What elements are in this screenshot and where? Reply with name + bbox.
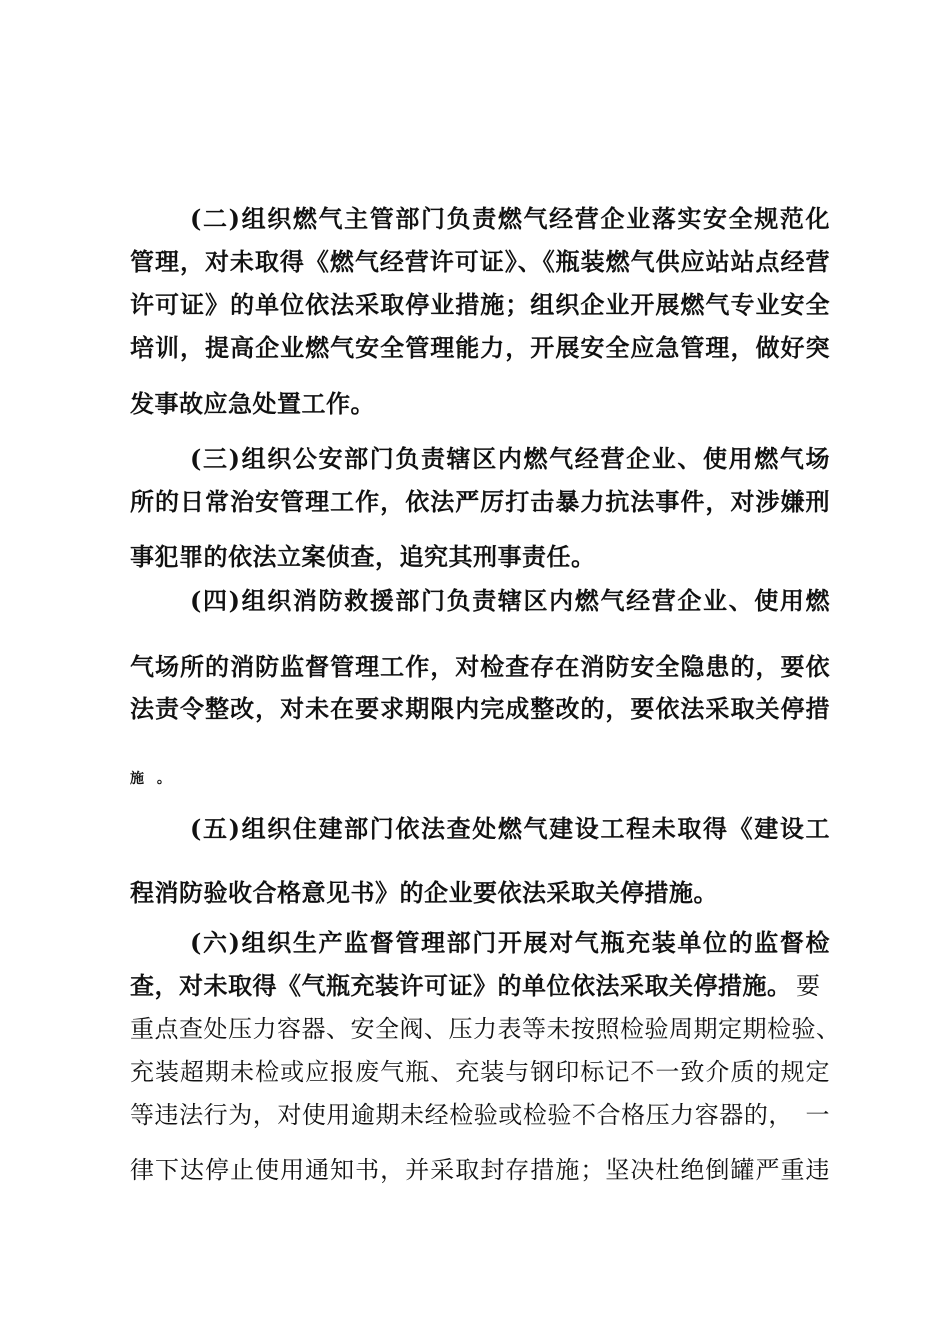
paragraph-2-line-3: 许可证》的单位依法采取停业措施；组织企业开展燃气专业安全 [130,290,830,319]
paragraph-4-line-1: (四)组织消防救援部门负责辖区内燃气经营企业、使用燃 [190,586,830,615]
paragraph-2-line-4: 培训，提高企业燃气安全管理能力，开展安全应急管理，做好突 [130,333,830,362]
paragraph-3-line-3: 事犯罪的依法立案侦查，追究其刑事责任。 [130,542,596,571]
paragraph-6-line-1: (六)组织生产监督管理部门开展对气瓶充装单位的监督检 [190,928,830,957]
paragraph-5-line-2: 程消防验收合格意见书》的企业要依法采取关停措施。 [130,878,718,907]
paragraph-6-line-2-tail: 要 [796,972,821,1000]
paragraph-2-line-5: 发事故应急处置工作。 [130,389,375,418]
paragraph-6-line-3: 重点查处压力容器、安全阀、压力表等未按照检验周期定期检验、 [130,1015,841,1043]
paragraph-4-line-2: 气场所的消防监督管理工作，对检查存在消防安全隐患的，要依 [130,652,830,681]
paragraph-4-line-4: 施 。 [130,771,175,787]
paragraph-3-line-2: 所的日常治安管理工作，依法严厉打击暴力抗法事件，对涉嫌刑 [130,487,830,516]
paragraph-3-line-1: (三)组织公安部门负责辖区内燃气经营企业、使用燃气场 [190,444,830,473]
paragraph-6-line-6: 律下达停止使用通知书，并采取封存措施；坚决杜绝倒罐严重违 [130,1156,830,1184]
paragraph-6-line-4: 充装超期未检或应报废气瓶、充装与钢印标记不一致介质的规定 [130,1058,830,1086]
paragraph-4-line-3: 法责令整改，对未在要求期限内完成整改的，要依法采取关停措 [130,694,830,723]
paragraph-2-line-2: 管理，对未取得《燃气经营许可证》、《瓶装燃气供应站站点经营 [130,247,830,276]
paragraph-2-line-1: (二)组织燃气主管部门负责燃气经营企业落实安全规范化 [190,204,830,233]
paragraph-5-line-1: (五)组织住建部门依法查处燃气建设工程未取得《建设工 [190,814,830,843]
paragraph-6-line-5: 等违法行为，对使用逾期未经检验或检验不合格压力容器的， 一 [130,1101,830,1129]
paragraph-6-line-2: 查，对未取得《气瓶充装许可证》的单位依法采取关停措施。 [130,971,792,1000]
